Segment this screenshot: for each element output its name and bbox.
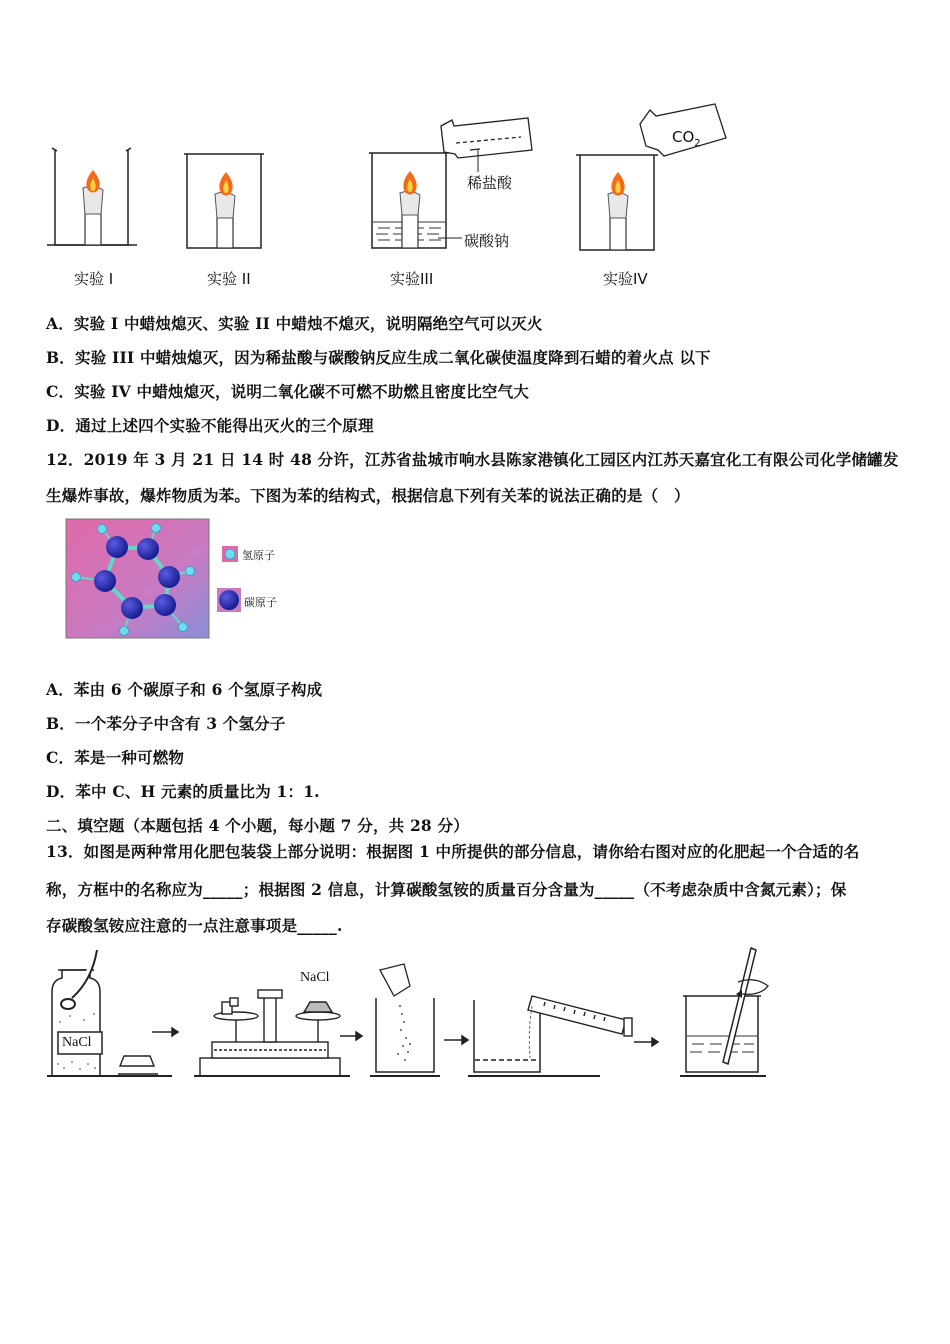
- legend-carbon-label: 碳原子: [244, 596, 277, 609]
- caption-experiment-3: 实验III: [390, 270, 434, 288]
- q13-line-3: 存碳酸氢铵应注意的一点注意事项是_____.: [46, 916, 343, 935]
- arrow-2: [340, 1032, 362, 1040]
- graduated-cylinder: [528, 996, 632, 1036]
- caption-experiment-4: 实验IV: [603, 270, 648, 288]
- balance-scale: [200, 990, 340, 1076]
- q12-option-a: A．苯由 6 个碳原子和 6 个氢原子构成: [46, 680, 323, 699]
- acid-label: 稀盐酸: [467, 174, 513, 192]
- q12-stem-line-2: 生爆炸事故，爆炸物质为苯。下图为苯的结构式，根据信息下列有关苯的说法正确的是（ ）: [46, 486, 690, 505]
- candle-3: [400, 171, 420, 248]
- water-stream: [529, 1006, 532, 1058]
- q11-option-d: D．通过上述四个实验不能得出灭火的三个原理: [46, 416, 374, 435]
- q12-option-d: D．苯中 C、H 元素的质量比为 1：1.: [46, 782, 320, 801]
- q11-option-a: A．实验 I 中蜡烛熄灭、实验 II 中蜡烛不熄灭，说明隔绝空气可以灭火: [46, 314, 543, 333]
- arrow-4: [634, 1038, 658, 1046]
- solution-preparation-figure: [0, 940, 950, 1090]
- acid-bottle: [441, 118, 532, 158]
- q13-line-1: 13．如图是两种常用化肥包装袋上部分说明：根据图 1 中所提供的部分信息，请你给右图对应的化肥起一个合适的名: [46, 842, 860, 861]
- co2-label-main: CO: [672, 128, 695, 146]
- arrow-3: [444, 1036, 468, 1044]
- benzene-structure-figure: [66, 519, 211, 639]
- sodium-carbonate-label: 碳酸钠: [464, 232, 510, 250]
- caption-experiment-1: 实验 I: [74, 270, 114, 288]
- q11-option-c: C．实验 IV 中蜡烛熄灭，说明二氧化碳不可燃不助燃且密度比空气大: [46, 382, 530, 401]
- candle-4: [608, 172, 628, 250]
- nacl-reagent-jar: [52, 970, 102, 1076]
- section-2-heading: 二、填空题（本题包括 4 个小题，每小题 7 分，共 28 分）: [46, 816, 469, 835]
- candle-1: [83, 170, 103, 245]
- jar-stopper: [118, 1056, 158, 1074]
- co2-label-sub: 2: [694, 138, 701, 149]
- q12-stem-line-1: 12．2019 年 3 月 21 日 14 时 48 分许，江苏省盐城市响水县陈家港镇化工园区内江苏天嘉宜化工有限公司化学储罐发: [46, 450, 899, 469]
- solution-level: [687, 1036, 757, 1052]
- carbon-legend-swatch: [217, 588, 241, 612]
- beaker-step-5: [683, 996, 761, 1072]
- pouring-paper: [380, 964, 410, 996]
- caption-experiment-2: 实验 II: [207, 270, 251, 288]
- legend-hydrogen-label: 氢原子: [242, 549, 275, 562]
- q13-line-2: 称，方框中的名称应为_____；根据图 2 信息，计算碳酸氢铵的质量百分含量为_____（不考虑杂质中含氮元素）；保: [46, 880, 847, 899]
- hydrogen-legend-swatch: [222, 546, 238, 562]
- q12-option-b: B．一个苯分子中含有 3 个氢分子: [46, 714, 286, 733]
- stirring-rod: [723, 948, 756, 1064]
- jar-nacl-label: NaCl: [62, 1035, 92, 1050]
- candle-2: [215, 172, 235, 248]
- co2-label: [672, 128, 701, 149]
- balance-nacl-label: NaCl: [300, 970, 330, 985]
- q11-option-b: B．实验 III 中蜡烛熄灭，因为稀盐酸与碳酸钠反应生成二氧化碳使温度降到石蜡的着火点 以下: [46, 348, 711, 367]
- q12-option-c: C．苯是一种可燃物: [46, 748, 185, 767]
- falling-solid: [397, 1005, 411, 1061]
- candle-experiments-figure: [0, 0, 950, 300]
- arrow-1: [152, 1028, 178, 1036]
